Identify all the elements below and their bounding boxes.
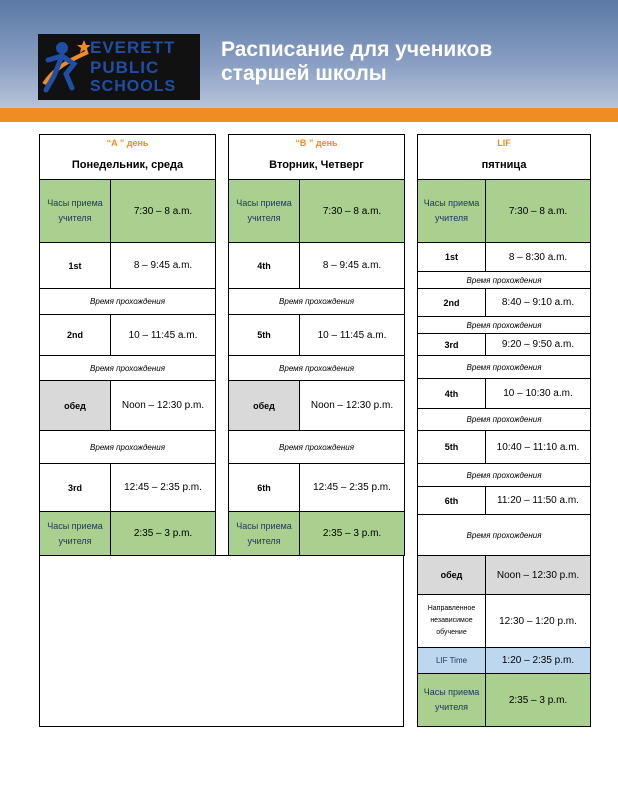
lif-time-value: 1:20 – 2:35 p.m. (486, 648, 591, 674)
period-label: 4th (418, 379, 486, 409)
accent-bar (0, 108, 618, 122)
office-hours-time: 2:35 – 3 p.m. (300, 512, 405, 556)
office-hours-label: Часы приема учителя (418, 674, 486, 727)
period-label: 3rd (40, 464, 111, 512)
period-time: 10 – 11:45 a.m. (111, 315, 216, 356)
period-label: 2nd (418, 289, 486, 317)
period-label: 6th (418, 487, 486, 515)
passing-time: Время прохождения (418, 317, 591, 334)
passing-time: Время прохождения (418, 356, 591, 379)
logo-text-everett: EVERETT (90, 38, 176, 57)
lif-time-label: LIF Time (418, 648, 486, 674)
period-label: 4th (229, 243, 300, 289)
directed-study-time: 12:30 – 1:20 p.m. (486, 595, 591, 648)
passing-time: Время прохождения (40, 356, 216, 381)
runner-figure-icon (40, 38, 90, 96)
period-label: 5th (418, 431, 486, 464)
period-label: 6th (229, 464, 300, 512)
office-hours-label: Часы приема учителя (229, 180, 300, 243)
passing-time: Время прохождения (418, 409, 591, 431)
office-hours-time: 7:30 – 8 a.m. (111, 180, 216, 243)
lunch-time: Noon – 12:30 p.m. (111, 381, 216, 431)
schedule-table-lif-friday (417, 134, 591, 727)
period-time: 8 – 9:45 a.m. (300, 243, 405, 289)
office-hours-time: 2:35 – 3 p.m. (486, 674, 591, 727)
office-hours-label: Часы приема учителя (40, 512, 111, 556)
page-title (221, 38, 492, 86)
office-hours-time: 7:30 – 8 a.m. (300, 180, 405, 243)
period-time: 12:45 – 2:35 p.m. (300, 464, 405, 512)
period-label: 2nd (40, 315, 111, 356)
passing-time: Время прохождения (40, 289, 216, 315)
office-hours-time: 7:30 – 8 a.m. (486, 180, 591, 243)
empty-notes-box (39, 555, 404, 727)
period-time: 12:45 – 2:35 p.m. (111, 464, 216, 512)
directed-study-label: Направленное независимое обучение (418, 595, 486, 648)
page-title-line-2: старшей школы (221, 62, 387, 85)
days-label-lif: пятница (418, 152, 591, 180)
lunch-time: Noon – 12:30 p.m. (300, 381, 405, 431)
office-hours-label: Часы приема учителя (229, 512, 300, 556)
period-label: 5th (229, 315, 300, 356)
schedule-table-a-day (39, 134, 216, 556)
office-hours-time: 2:35 – 3 p.m. (111, 512, 216, 556)
passing-time: Время прохождения (418, 464, 591, 487)
days-label-b: Вторник, Четверг (229, 152, 405, 180)
period-time: 10:40 – 11:10 a.m. (486, 431, 591, 464)
passing-time: Время прохождения (229, 356, 405, 381)
passing-time: Время прохождения (40, 431, 216, 464)
days-label-a: Понедельник, среда (40, 152, 216, 180)
day-label-b: “B ” день (229, 135, 405, 152)
lunch-label: обед (40, 381, 111, 431)
period-time: 8 – 8:30 a.m. (486, 243, 591, 272)
lunch-label: обед (229, 381, 300, 431)
logo-text-schools: SCHOOLS (90, 78, 177, 95)
period-time: 8:40 – 9:10 a.m. (486, 289, 591, 317)
lunch-label: обед (418, 556, 486, 595)
period-time: 9:20 – 9:50 a.m. (486, 334, 591, 356)
period-label: 3rd (418, 334, 486, 356)
office-hours-label: Часы приема учителя (418, 180, 486, 243)
district-logo (38, 34, 200, 100)
page-title-line-1: Расписание для учеников (221, 38, 493, 61)
logo-text-public: PUBLIC (90, 58, 160, 77)
period-label: 1st (418, 243, 486, 272)
day-label-lif: LIF (418, 135, 591, 152)
period-time: 11:20 – 11:50 a.m. (486, 487, 591, 515)
office-hours-label: Часы приема учителя (40, 180, 111, 243)
schedule-table-b-day (228, 134, 405, 556)
period-label: 1st (40, 243, 111, 289)
day-label-a: “A ” день (40, 135, 216, 152)
period-time: 10 – 10:30 a.m. (486, 379, 591, 409)
passing-time: Время прохождения (418, 272, 591, 289)
period-time: 8 – 9:45 a.m. (111, 243, 216, 289)
period-time: 10 – 11:45 a.m. (300, 315, 405, 356)
lunch-time: Noon – 12:30 p.m. (486, 556, 591, 595)
passing-time: Время прохождения (229, 289, 405, 315)
passing-time: Время прохождения (229, 431, 405, 464)
passing-time: Время прохождения (418, 515, 591, 556)
